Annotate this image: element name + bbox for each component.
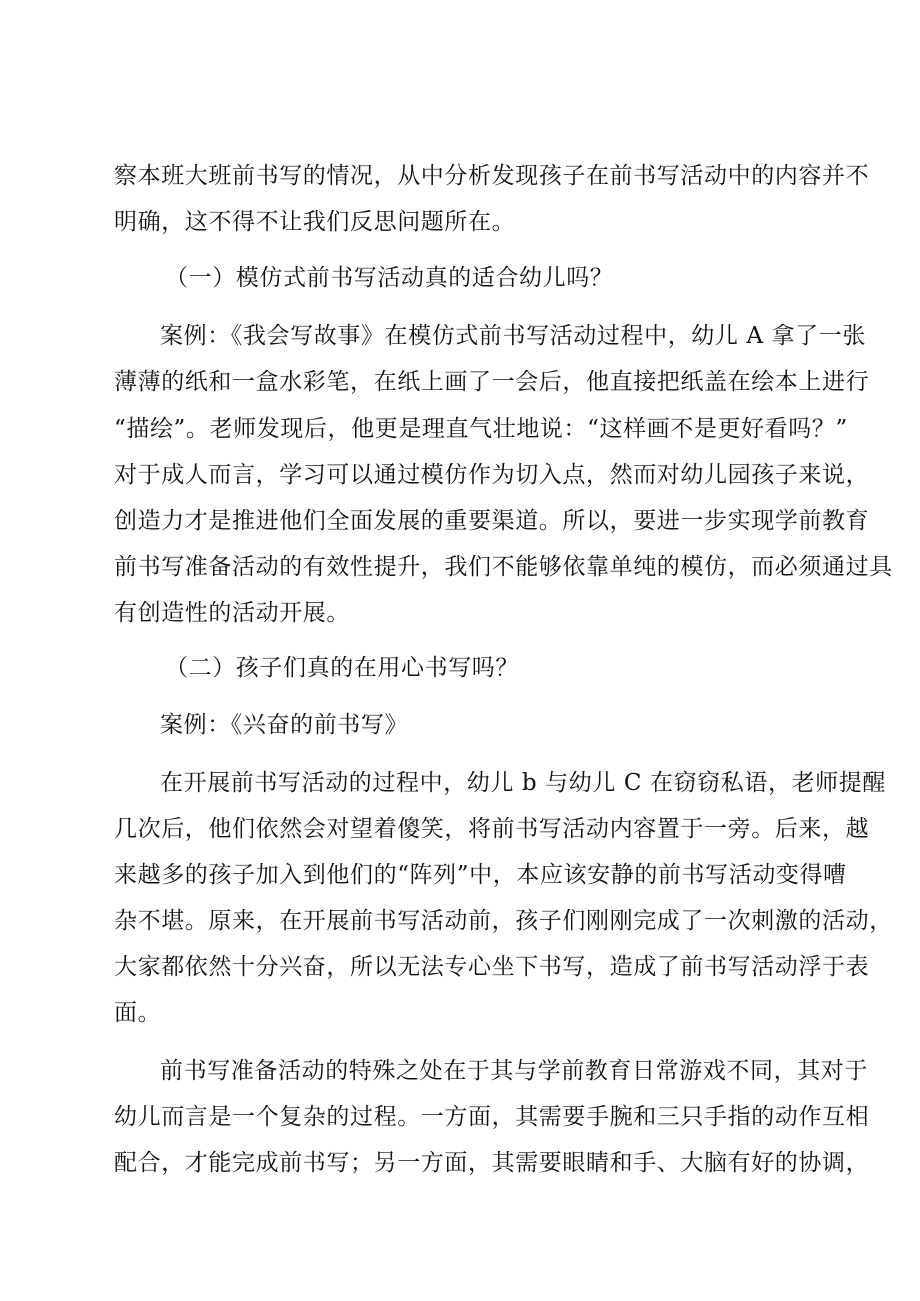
paragraph-line: 案例：《我会写故事》在模仿式前书写活动过程中，幼儿 A 拿了一张 bbox=[160, 323, 866, 349]
paragraph-line: 察本班大班前书写的情况，从中分析发现孩子在前书写活动中的内容并不 bbox=[114, 163, 870, 189]
paragraph-line: 几次后，他们依然会对望着傻笑，将前书写活动内容置于一旁。后来，越 bbox=[114, 816, 870, 842]
paragraph-line: 创造力才是推进他们全面发展的重要渠道。所以，要进一步实现学前教育 bbox=[114, 508, 870, 534]
section-heading-1: （一）模仿式前书写活动真的适合幼儿吗？ bbox=[165, 265, 614, 291]
paragraph-line: 薄薄的纸和一盒水彩笔，在纸上画了一会后，他直接把纸盖在绘本上进行 bbox=[114, 369, 870, 395]
paragraph-line: 在开展前书写活动的过程中，幼儿 b 与幼儿 C 在窃窃私语，老师提醒 bbox=[160, 770, 886, 796]
paragraph-line: 前书写准备活动的有效性提升，我们不能够依靠单纯的模仿，而必须通过具 bbox=[114, 554, 893, 580]
paragraph-line: 对于成人而言，学习可以通过模仿作为切入点，然而对幼儿园孩子来说， bbox=[114, 462, 870, 488]
paragraph-line: 大家都依然十分兴奋，所以无法专心坐下书写，造成了前书写活动浮于表 bbox=[114, 954, 870, 980]
paragraph-line: 幼儿而言是一个复杂的过程。一方面，其需要手腕和三只手指的动作互相 bbox=[114, 1104, 870, 1130]
paragraph-line: 来越多的孩子加入到他们的“阵列”中，本应该安静的前书写活动变得嘈 bbox=[114, 862, 847, 888]
section-heading-2: （二）孩子们真的在用心书写吗？ bbox=[165, 655, 519, 681]
paragraph-line: 杂不堪。原来，在开展前书写活动前，孩子们刚刚完成了一次刺激的活动， bbox=[114, 908, 893, 934]
case-title: 案例：《兴奋的前书写》 bbox=[160, 712, 409, 738]
paragraph-line: “描绘”。老师发现后，他更是理直气壮地说：“这样画不是更好看吗？” bbox=[114, 416, 848, 442]
paragraph-line: 配合，才能完成前书写；另一方面，其需要眼睛和手、大脑有好的协调， bbox=[114, 1150, 870, 1176]
paragraph-line: 明确，这不得不让我们反思问题所在。 bbox=[114, 209, 516, 235]
paragraph-line: 前书写准备活动的特殊之处在于其与学前教育日常游戏不同，其对于 bbox=[160, 1058, 868, 1084]
paragraph-line: 面。 bbox=[114, 1000, 162, 1026]
paragraph-line: 有创造性的活动开展。 bbox=[114, 600, 350, 626]
